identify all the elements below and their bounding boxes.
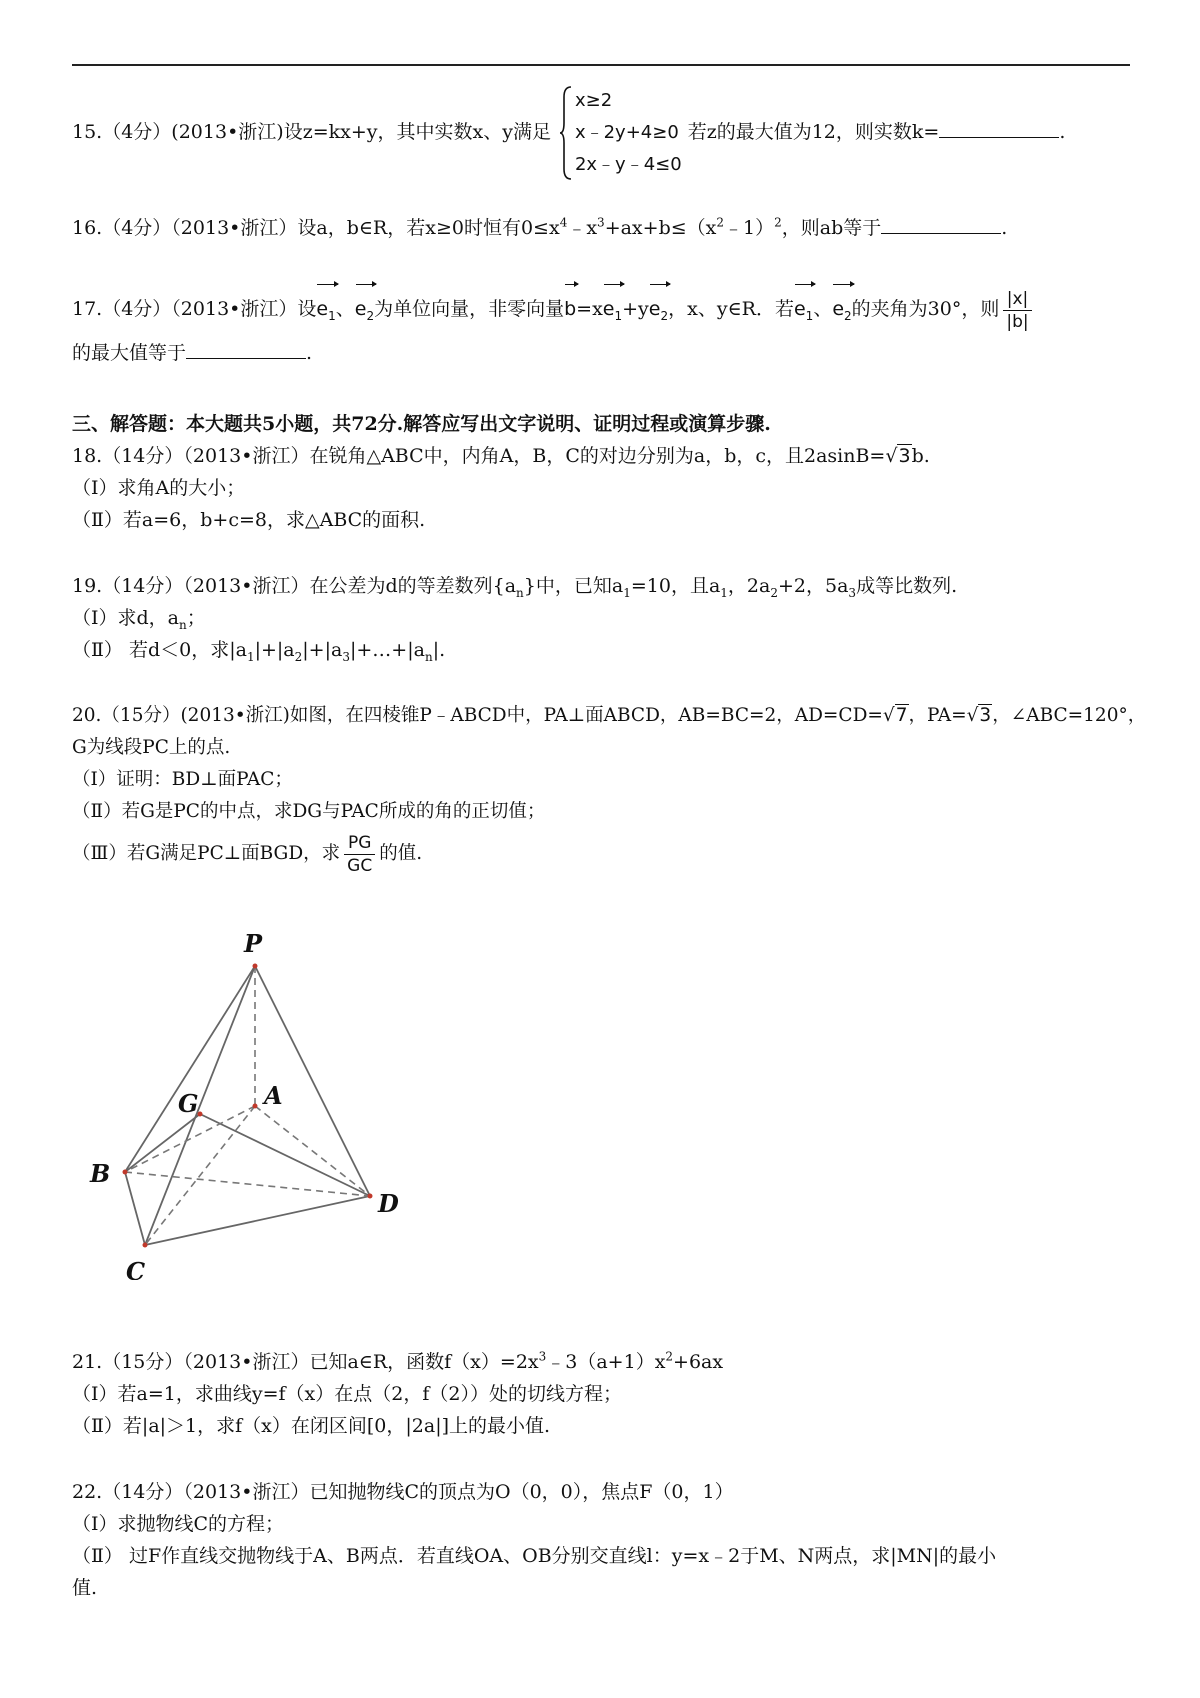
edge-AD xyxy=(255,1106,370,1196)
q15-answer-blank[interactable] xyxy=(939,119,1059,138)
edge-GD xyxy=(200,1114,370,1196)
q19-part2: （Ⅱ） 若d＜0，求|a xyxy=(72,639,247,661)
section-header xyxy=(72,408,1132,440)
q15-end: . xyxy=(1059,121,1066,143)
top-rule xyxy=(72,64,1130,66)
solid-edges xyxy=(125,966,370,1245)
q20-text-c: ，∠ABC=120°， xyxy=(992,705,1147,726)
q17-answer-blank[interactable] xyxy=(186,340,306,359)
sub-2: 2 xyxy=(770,585,778,600)
q16-exp3: 2 xyxy=(716,215,725,230)
vertex-C xyxy=(143,1243,148,1248)
vertex-D xyxy=(368,1194,373,1199)
q20-part3-end: 的值. xyxy=(379,843,423,864)
question-19 xyxy=(72,570,1132,666)
vector-e1-sub: 1 xyxy=(805,308,814,323)
question-16 xyxy=(72,212,1132,244)
q16-text-e: ，则ab等于 xyxy=(781,217,882,239)
q20-fraction-numerator: PG xyxy=(344,832,375,855)
q22-stem: 22.（14分）（2013•浙江）已知抛物线C的顶点为O（0，0），焦点F（0，1） xyxy=(72,1481,734,1503)
q20-fraction-denominator: GC xyxy=(347,855,373,876)
edge-PB xyxy=(125,966,255,1172)
q19-part2-d: |+…+|a xyxy=(349,639,425,661)
section-3-title: 三、解答题：本大题共5小题，共72分.解答应写出文字说明、证明过程或演算步骤. xyxy=(72,413,771,435)
vector-e1-sub: 1 xyxy=(614,308,623,323)
q17-text-e: ，x、y∈R．若 xyxy=(668,298,794,320)
q19-text-a: 19.（14分）（2013•浙江）在公差为d的等差数列{a xyxy=(72,575,517,597)
q21-text-a: 21.（15分）（2013•浙江）已知a∈R，函数f（x）=2x xyxy=(72,1351,539,1373)
vector-e2 xyxy=(355,280,374,332)
vector-e2-sub: 2 xyxy=(660,308,669,323)
q21-part2: （Ⅱ）若|a|＞1，求f（x）在闭区间[0，|2a|]上的最小值. xyxy=(72,1415,551,1437)
vector-e1 xyxy=(603,280,622,332)
q17-sep2: 、 xyxy=(813,298,833,320)
edge-GB xyxy=(125,1114,200,1172)
q17-text-a: 17.（4分）（2013•浙江）设 xyxy=(72,298,317,320)
question-18 xyxy=(72,440,1132,536)
question-17 xyxy=(72,280,1132,369)
q22-part2: （Ⅱ） 过F作直线交抛物线于A、B两点．若直线OA、OB分别交直线l：y=x﹣2于M、N两点，求|MN|的最小 xyxy=(72,1545,997,1567)
q15-cond3: 2x﹣y﹣4≤0 xyxy=(574,154,682,175)
label-C: C xyxy=(126,1257,146,1280)
q20-part2: （Ⅱ）若G是PC的中点，求DG与PAC所成的角的正切值； xyxy=(72,801,546,822)
q19-part2-b: |+|a xyxy=(254,639,295,661)
vector-e1 xyxy=(794,280,813,332)
sqrt-7: √7 xyxy=(882,705,908,726)
edge-PC xyxy=(145,966,255,1245)
q21-exp2: 2 xyxy=(665,1349,674,1364)
q17-text-c: =x xyxy=(576,298,603,320)
question-21 xyxy=(72,1346,1132,1442)
q15-cond2: x﹣2y+4≥0 xyxy=(574,122,679,143)
q21-part1: （Ⅰ）若a=1，求曲线y=f（x）在点（2，f（2））处的切线方程； xyxy=(72,1383,622,1405)
q15-tail: 若z的最大值为12，则实数k= xyxy=(687,121,940,143)
vector-e2-sub: 2 xyxy=(366,308,375,323)
q17-fraction xyxy=(1003,288,1031,333)
q17-text-d: +y xyxy=(622,298,649,320)
q17-sep1: 、 xyxy=(335,298,355,320)
q20-text-a: 20.（15分）(2013•浙江)如图，在四棱锥P﹣ABCD中，PA⊥面ABCD，AB=BC=2，AD=CD= xyxy=(72,705,883,726)
q17-text-b: 为单位向量，非零向量 xyxy=(374,298,565,320)
label-G: G xyxy=(178,1089,199,1118)
q19-text-c: =10，且a xyxy=(630,575,721,597)
sqrt-radicand: 7 xyxy=(895,705,908,726)
vector-e1-sub: 1 xyxy=(328,308,336,323)
sub-n: n xyxy=(179,617,187,632)
q19-part1-end: ； xyxy=(186,607,206,629)
label-B: B xyxy=(90,1159,111,1188)
q19-text-f: 成等比数列. xyxy=(856,575,958,597)
q21-exp1: 3 xyxy=(538,1349,547,1364)
vector-e2-letter: e xyxy=(832,298,845,320)
sub-1: 1 xyxy=(623,585,631,600)
q16-end: . xyxy=(1001,217,1008,239)
pyramid-diagram xyxy=(60,890,440,1280)
q17-line2: 的最大值等于 xyxy=(72,341,187,364)
q21-text-b: ﹣3（a+1）x xyxy=(546,1351,666,1373)
vector-e1-letter: e xyxy=(316,298,329,320)
label-D: D xyxy=(378,1189,399,1218)
q16-text-c: +ax+b≤（x xyxy=(604,217,717,239)
vertex-P xyxy=(253,964,258,969)
q17-end: . xyxy=(306,341,313,364)
q20-part1: （Ⅰ）证明：BD⊥面PAC； xyxy=(72,769,293,790)
sub-n: n xyxy=(424,649,433,664)
q20-line2: G为线段PC上的点. xyxy=(72,737,231,758)
vector-b-letter: b xyxy=(564,298,577,320)
label-P: P xyxy=(244,929,263,958)
question-15 xyxy=(72,84,1132,181)
vector-e2-letter: e xyxy=(354,298,367,320)
sub-3: 3 xyxy=(342,649,350,664)
q19-part2-c: |+|a xyxy=(302,639,343,661)
edge-BD xyxy=(125,1172,370,1196)
q19-text-e: +2，5a xyxy=(777,575,849,597)
q19-text-d: ，2a xyxy=(727,575,771,597)
q15-constraint-system xyxy=(559,85,682,181)
q18-stem: 18.（14分）（2013•浙江）在锐角△ABC中，内角A，B，C的对边分别为a，b，c，且2asinB= xyxy=(72,445,886,467)
q19-part2-e: |. xyxy=(432,639,446,661)
q17-fraction-denominator: |b| xyxy=(1006,311,1029,332)
vertex-A xyxy=(253,1104,258,1109)
q16-exp4: 2 xyxy=(774,215,782,230)
q20-part3: （Ⅲ）若G满足PC⊥面BGD，求 xyxy=(72,843,341,864)
vector-e1-letter: e xyxy=(602,298,615,320)
sub-1: 1 xyxy=(246,649,255,664)
q16-answer-blank[interactable] xyxy=(881,215,1001,234)
q21-text-c: +6ax xyxy=(673,1351,724,1373)
question-20 xyxy=(72,700,1147,880)
q15-cond1: x≥2 xyxy=(574,90,613,111)
edge-BC xyxy=(125,1172,145,1245)
vector-e1 xyxy=(316,280,335,332)
sub-1: 1 xyxy=(720,585,728,600)
q18-part2: （Ⅱ）若a=6，b+c=8，求△ABC的面积. xyxy=(72,509,426,531)
vector-e2-letter: e xyxy=(648,298,661,320)
q19-part1: （Ⅰ）求d，a xyxy=(72,607,179,629)
q17-text-f: 的夹角为30°，则 xyxy=(851,298,1000,320)
q20-text-b: ，PA= xyxy=(908,705,967,726)
q16-exp1: 4 xyxy=(559,215,568,230)
sqrt-radicand: 3 xyxy=(979,705,992,726)
q17-fraction-numerator: |x| xyxy=(1003,288,1031,311)
q16-exp2: 3 xyxy=(597,215,605,230)
label-A: A xyxy=(264,1081,283,1110)
vector-e2 xyxy=(832,280,851,332)
vector-e1-letter: e xyxy=(793,298,806,320)
q18-part1: （Ⅰ）求角A的大小； xyxy=(72,477,246,499)
q15-stem: 15.（4分）(2013•浙江)设z=kx+y，其中实数x、y满足 xyxy=(72,121,551,143)
q16-text-b: ﹣x xyxy=(567,217,598,239)
vertex-B xyxy=(123,1170,128,1175)
q22-part1: （Ⅰ）求抛物线C的方程； xyxy=(72,1513,285,1535)
pyramid-figure xyxy=(60,890,440,1280)
question-22 xyxy=(72,1476,1132,1604)
sub-3: 3 xyxy=(848,585,857,600)
sub-n: n xyxy=(516,585,524,600)
sqrt-radicand: 3 xyxy=(898,445,911,467)
sqrt-3: √3 xyxy=(885,445,911,467)
sqrt-3: √3 xyxy=(966,705,992,726)
q18-stem-end: b. xyxy=(911,445,930,467)
q16-text-a: 16.（4分）（2013•浙江）设a，b∈R，若x≥0时恒有0≤x xyxy=(72,217,560,239)
q16-text-d: ﹣1） xyxy=(724,217,775,239)
q20-fraction xyxy=(344,832,375,877)
q22-part2-end: 值. xyxy=(72,1577,98,1599)
vector-e2 xyxy=(649,280,668,332)
left-brace-icon xyxy=(559,85,573,181)
q19-text-b: }中，已知a xyxy=(523,575,624,597)
sub-2: 2 xyxy=(294,649,303,664)
vector-e2-sub: 2 xyxy=(844,308,852,323)
vector-b xyxy=(564,280,576,332)
